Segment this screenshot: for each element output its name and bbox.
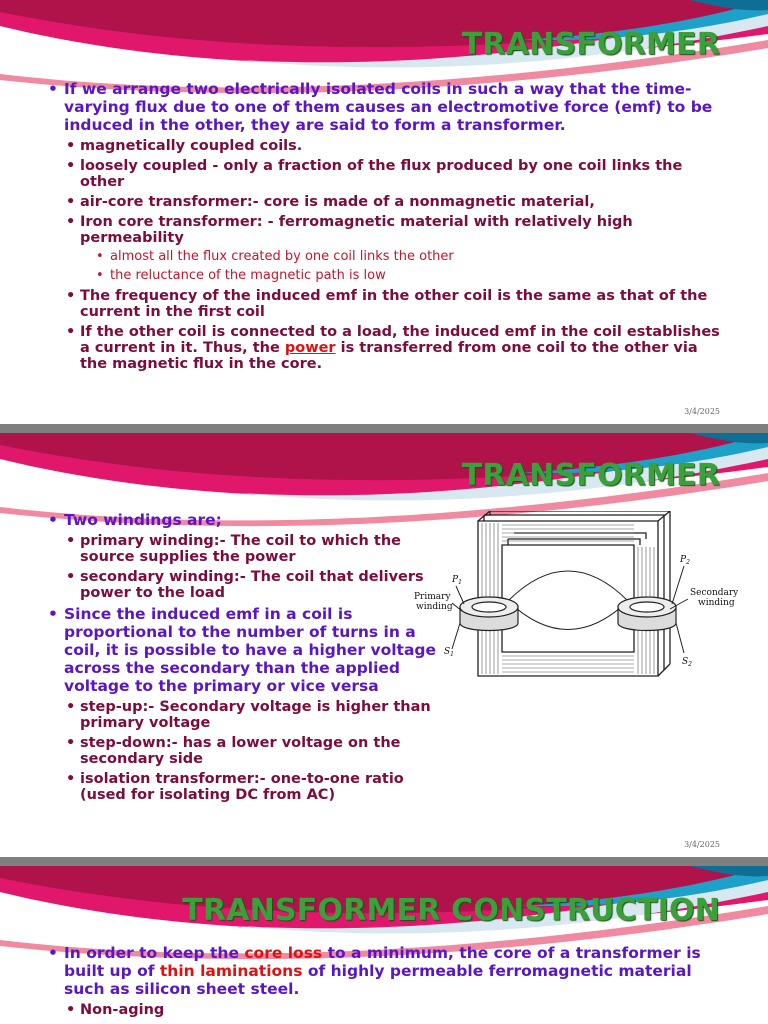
core-loss-term: core loss (244, 944, 323, 962)
slide-body (48, 80, 728, 372)
slide-3 (0, 866, 768, 1024)
label-primary-1: Primary (414, 592, 451, 602)
bullet-load: • If the other coil is connected to a load, the induced emf in the coil establishes a current in it. Thus, the power is transferred from one coil to the other via the magnetic flux in the core. (64, 324, 728, 372)
slide-date: 3/4/2025 (684, 840, 720, 849)
slide-title: TRANSFORMER CONSTRUCTION (182, 893, 720, 928)
label-p2: $P_2$ (680, 555, 690, 566)
slide-title: TRANSFORMER (461, 27, 720, 62)
bullet-air-core: • air-core transformer:- core is made of a nonmagnetic material, (64, 194, 728, 210)
secondary-coil (618, 597, 676, 631)
bullet-induced-emf: • Since the induced emf in a coil is proportional to the number of turns in a coil, it is possible to have a higher voltage across the secondary than the applied voltage to the primary or vice versa (48, 605, 440, 695)
bullet-loosely-coupled: • loosely coupled - only a fraction of the flux produced by one coil links the other (64, 158, 728, 190)
slide-body (48, 511, 440, 803)
bullet-secondary-winding: • secondary winding:- The coil that delivers power to the load (64, 569, 440, 601)
bullet-non-aging: • Non-aging (64, 1002, 728, 1018)
label-primary-2: winding (416, 602, 453, 612)
primary-coil (460, 597, 518, 631)
bullet-core-intro: • In order to keep the core loss to a minimum, the core of a transformer is built up of thin laminations of highly permeable ferromagnetic material such as silicon sheet steel. (48, 944, 728, 998)
label-secondary-2: winding (698, 598, 735, 608)
bullet-frequency: • The frequency of the induced emf in the other coil is the same as that of the current in the first coil (64, 288, 728, 320)
label-s2: $S_2$ (682, 657, 692, 668)
slide-1 (0, 0, 768, 424)
bullet-step-up: • step-up:- Secondary voltage is higher than primary voltage (64, 699, 440, 731)
bullet-iron-core: • Iron core transformer: - ferromagnetic material with relatively high permeability (64, 214, 728, 246)
label-secondary-1: Secondary (690, 588, 738, 598)
sub-bullet-flux-links: • almost all the flux created by one coil links the other (96, 249, 728, 265)
bullet-primary-winding: • primary winding:- The coil to which the source supplies the power (64, 533, 440, 565)
transformer-diagram (408, 511, 738, 689)
thin-laminations-term: thin laminations (159, 962, 303, 980)
bullet-coupled: • magnetically coupled coils. (64, 138, 728, 154)
slide-body (48, 944, 728, 1018)
bullet-step-down: • step-down:- has a lower voltage on the secondary side (64, 735, 440, 767)
slide-date: 3/4/2025 (684, 407, 720, 416)
slide-title: TRANSFORMER (461, 458, 720, 493)
label-p1: $P_1$ (452, 575, 462, 586)
bullet-windings-heading: • Two windings are; (48, 511, 440, 529)
slide-2 (0, 433, 768, 857)
bullet-isolation: • isolation transformer:- one-to-one ratio (used for isolating DC from AC) (64, 771, 440, 803)
bullet-intro: • If we arrange two electrically isolated coils in such a way that the time-varying flux due to one of them causes an electromotive force (emf) to be induced in the other, they are said to form a transformer. (48, 80, 728, 134)
sub-bullet-reluctance: • the reluctance of the magnetic path is low (96, 268, 728, 284)
label-s1: $S_1$ (444, 647, 454, 658)
power-link[interactable]: power (284, 340, 336, 356)
